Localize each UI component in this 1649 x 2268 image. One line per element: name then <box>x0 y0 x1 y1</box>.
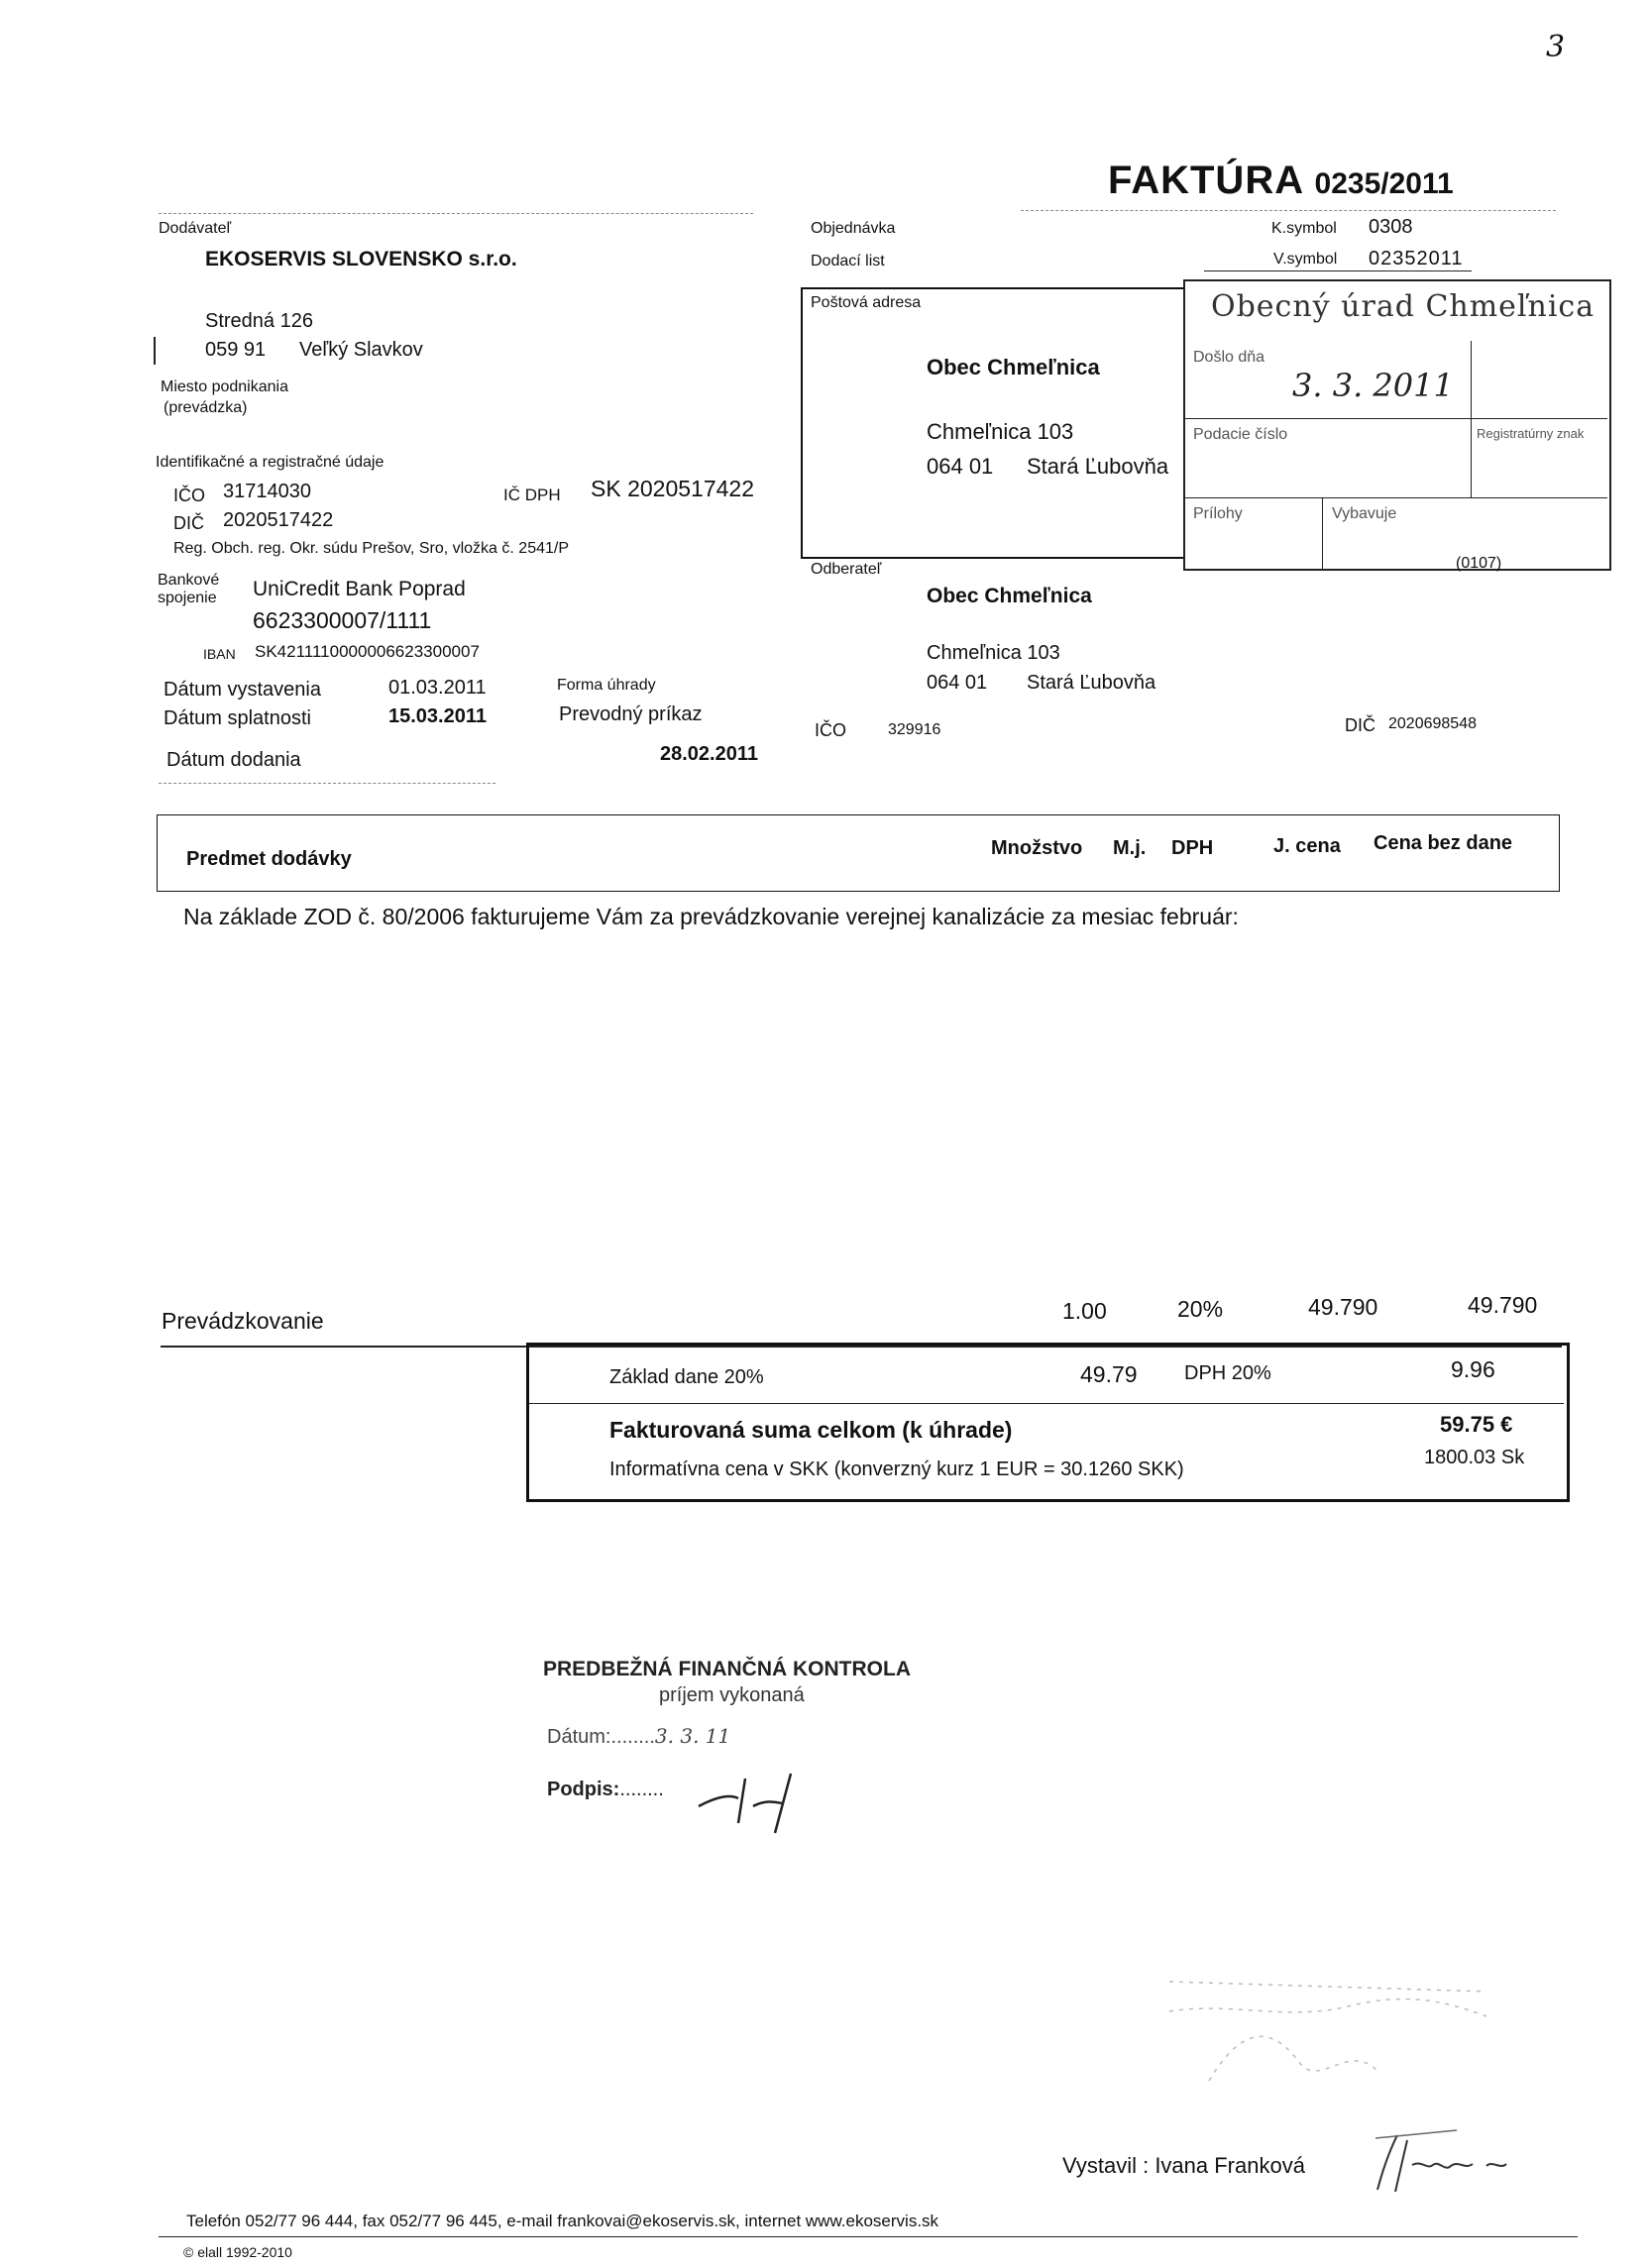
stamp-sign-label: Registratúrny znak <box>1477 426 1585 441</box>
top-divider-right <box>1021 210 1556 211</box>
ksymbol-label: K.symbol <box>1271 220 1337 237</box>
supplier-register: Reg. Obch. reg. Okr. súdu Prešov, Sro, vložka č. 2541/P <box>173 540 569 557</box>
control-signature <box>684 1749 823 1838</box>
supplier-address-bar <box>154 337 156 365</box>
control-date-dots: ........ <box>610 1726 655 1748</box>
supplier-street: Stredná 126 <box>205 310 313 332</box>
supplier-city: Veľký Slavkov <box>299 339 423 361</box>
stamp-received-date: 3. 3. 2011 <box>1292 367 1454 404</box>
table-header <box>157 814 1560 892</box>
footer-line <box>159 2236 1578 2237</box>
ico-label: IČO <box>173 486 206 505</box>
stamp-attach-label: Prílohy <box>1193 505 1243 522</box>
base-value: 49.79 <box>1080 1361 1138 1387</box>
stamp-received-label: Došlo dňa <box>1193 349 1265 366</box>
iban-value: SK4211110000006623300007 <box>255 642 480 661</box>
order-label: Objednávka <box>811 220 896 237</box>
row-total: 49.790 <box>1468 1292 1538 1318</box>
dates-divider <box>159 783 495 784</box>
control-date-label: Dátum: <box>547 1726 611 1748</box>
total-label: Fakturovaná suma celkom (k úhrade) <box>609 1417 1013 1443</box>
customer-dic: 2020698548 <box>1388 715 1477 732</box>
footer-copyright: © elall 1992-2010 <box>183 2244 292 2260</box>
delivery-date: 28.02.2011 <box>660 743 758 765</box>
postal-label: Poštová adresa <box>811 294 922 311</box>
bank-name: UniCredit Bank Poprad <box>253 578 466 600</box>
due-date: 15.03.2011 <box>388 705 487 727</box>
supplier-ico: 31714030 <box>223 481 311 502</box>
supplier-dic: 2020517422 <box>223 509 334 531</box>
bank-label-2: spojenie <box>158 590 217 606</box>
customer-label: Odberateľ <box>811 561 882 578</box>
supplier-zip: 059 91 <box>205 339 267 361</box>
postal-city: Stará Ľubovňa <box>1027 454 1169 479</box>
supplier-name: EKOSERVIS SLOVENSKO s.r.o. <box>205 248 517 270</box>
issuer-signature <box>1368 2120 1546 2200</box>
supplier-icdph: SK 2020517422 <box>591 476 754 501</box>
vat-label: DPH 20% <box>1184 1362 1271 1384</box>
customer-city: Stará Ľubovňa <box>1027 672 1156 694</box>
vsymbol-label: V.symbol <box>1273 251 1338 268</box>
customer-dic-label: DIČ <box>1345 715 1375 735</box>
bank-label-1: Bankové <box>158 572 220 589</box>
bank-account: 6623300007/1111 <box>253 607 432 633</box>
stamp-title: Obecný úrad Chmeľnica <box>1211 289 1595 324</box>
control-sign-dots: ........ <box>619 1779 664 1800</box>
control-date: 3. 3. 11 <box>654 1724 731 1748</box>
iban-label: IBAN <box>203 646 236 662</box>
postal-name: Obec Chmeľnica <box>927 355 1100 379</box>
postal-zip: 064 01 <box>927 454 994 479</box>
dic-label: DIČ <box>173 513 204 533</box>
unit-header: M.j. <box>1113 837 1147 859</box>
stamp-handles-label: Vybavuje <box>1332 505 1397 522</box>
total-header: Cena bez dane <box>1374 832 1513 854</box>
due-date-label: Dátum splatnosti <box>164 707 311 729</box>
customer-street: Chmeľnica 103 <box>927 642 1060 664</box>
postal-street: Chmeľnica 103 <box>927 419 1074 444</box>
vsymbol-underline <box>1204 270 1472 271</box>
issue-date: 01.03.2011 <box>388 677 487 699</box>
invoice-number: 0235/2011 <box>1314 167 1454 200</box>
company-stamp <box>1150 1962 1506 2110</box>
icdph-label: IČ DPH <box>503 486 561 504</box>
issue-date-label: Dátum vystavenia <box>164 679 321 701</box>
invoice-title-word: FAKTÚRA <box>1108 159 1305 202</box>
control-title: PREDBEŽNÁ FINANČNÁ KONTROLA <box>543 1658 911 1680</box>
stamp-code: (0107) <box>1456 555 1502 572</box>
control-date-row <box>547 1724 730 1749</box>
vat-value: 9.96 <box>1451 1356 1495 1382</box>
summary-divider <box>529 1403 1564 1404</box>
control-sign-label: Podpis: <box>547 1779 620 1800</box>
delivery-date-label: Dátum dodania <box>166 749 301 771</box>
row-qty: 1.00 <box>1062 1298 1107 1324</box>
place-label-1: Miesto podnikania <box>161 378 288 395</box>
info-label: Informatívna cena v SKK (konverzný kurz 1 EUR = 30.1260 SKK) <box>609 1458 1184 1480</box>
supplier-label: Dodávateľ <box>159 220 232 237</box>
received-stamp <box>1183 279 1609 577</box>
place-label-2: (prevádzka) <box>164 399 248 416</box>
id-label: Identifikačné a registračné údaje <box>156 454 385 471</box>
top-divider-left <box>159 213 753 214</box>
customer-name: Obec Chmeľnica <box>927 585 1092 607</box>
total-value: 59.75 € <box>1440 1412 1513 1437</box>
customer-ico: 329916 <box>888 721 941 738</box>
price-header: J. cena <box>1273 835 1341 857</box>
base-label: Základ dane 20% <box>609 1366 764 1388</box>
vsymbol-value: 02352011 <box>1369 248 1464 270</box>
info-value: 1800.03 Sk <box>1424 1447 1525 1468</box>
invoice-title <box>1108 159 1454 203</box>
control-subtitle: príjem vykonaná <box>659 1684 805 1706</box>
stamp-reg-label: Podacie číslo <box>1193 426 1288 443</box>
customer-zip: 064 01 <box>927 672 988 694</box>
payment-label: Forma úhrady <box>557 677 656 694</box>
customer-ico-label: IČO <box>815 720 847 740</box>
footer-contact: Telefón 052/77 96 444, fax 052/77 96 445, e-mail frankovai@ekoservis.sk, internet www.ekoservis.sk <box>186 2212 939 2230</box>
payment-method: Prevodný príkaz <box>559 703 703 725</box>
control-sign-row <box>547 1779 664 1801</box>
row-vat: 20% <box>1177 1296 1224 1322</box>
qty-header: Množstvo <box>991 837 1083 859</box>
row-price: 49.790 <box>1308 1294 1378 1320</box>
invoice-intro: Na základe ZOD č. 80/2006 fakturujeme Vám za prevádzkovanie verejnej kanalizácie za mesiac február: <box>183 904 1239 929</box>
ksymbol-value: 0308 <box>1369 216 1413 238</box>
issuer-label: Vystavil : Ivana Franková <box>1062 2153 1305 2178</box>
page-mark: 3 <box>1546 30 1566 64</box>
item-header: Predmet dodávky <box>186 848 352 870</box>
row-item: Prevádzkovanie <box>162 1308 324 1334</box>
vat-header: DPH <box>1171 837 1214 859</box>
delivery-note-label: Dodací list <box>811 253 885 270</box>
